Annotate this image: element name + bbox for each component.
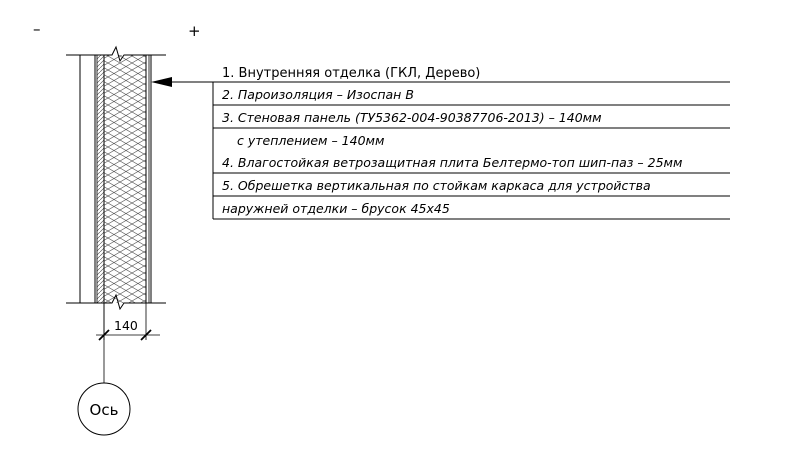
minus-sign: – xyxy=(33,20,41,38)
legend-item-3: 3. Стеновая панель (ТУ5362-004-90387706-2013) – 140мм xyxy=(222,110,602,125)
plus-sign: + xyxy=(188,22,201,40)
legend-item-4: 4. Влагостойкая ветрозащитная плита Белтермо-топ шип-паз – 25мм xyxy=(222,155,683,170)
legend-item-3-continued: с утеплением – 140мм xyxy=(237,133,385,148)
axis-label: Ось xyxy=(89,401,119,419)
legend-item-5-continued: наружней отделки – брусок 45х45 xyxy=(222,201,450,216)
legend-item-5: 5. Обрешетка вертикальная по стойкам каркаса для устройства xyxy=(222,178,651,193)
legend-item-1: 1. Внутренняя отделка (ГКЛ, Дерево) xyxy=(222,66,481,81)
wind-barrier-layer xyxy=(97,55,104,303)
dimension-140 xyxy=(96,303,160,340)
legend-item-2: 2. Пароизоляция – Изоспан В xyxy=(222,87,414,102)
wall-section xyxy=(66,47,166,309)
dimension-label: 140 xyxy=(114,318,138,333)
legend-table xyxy=(213,66,730,219)
insulation-layer xyxy=(104,55,146,303)
